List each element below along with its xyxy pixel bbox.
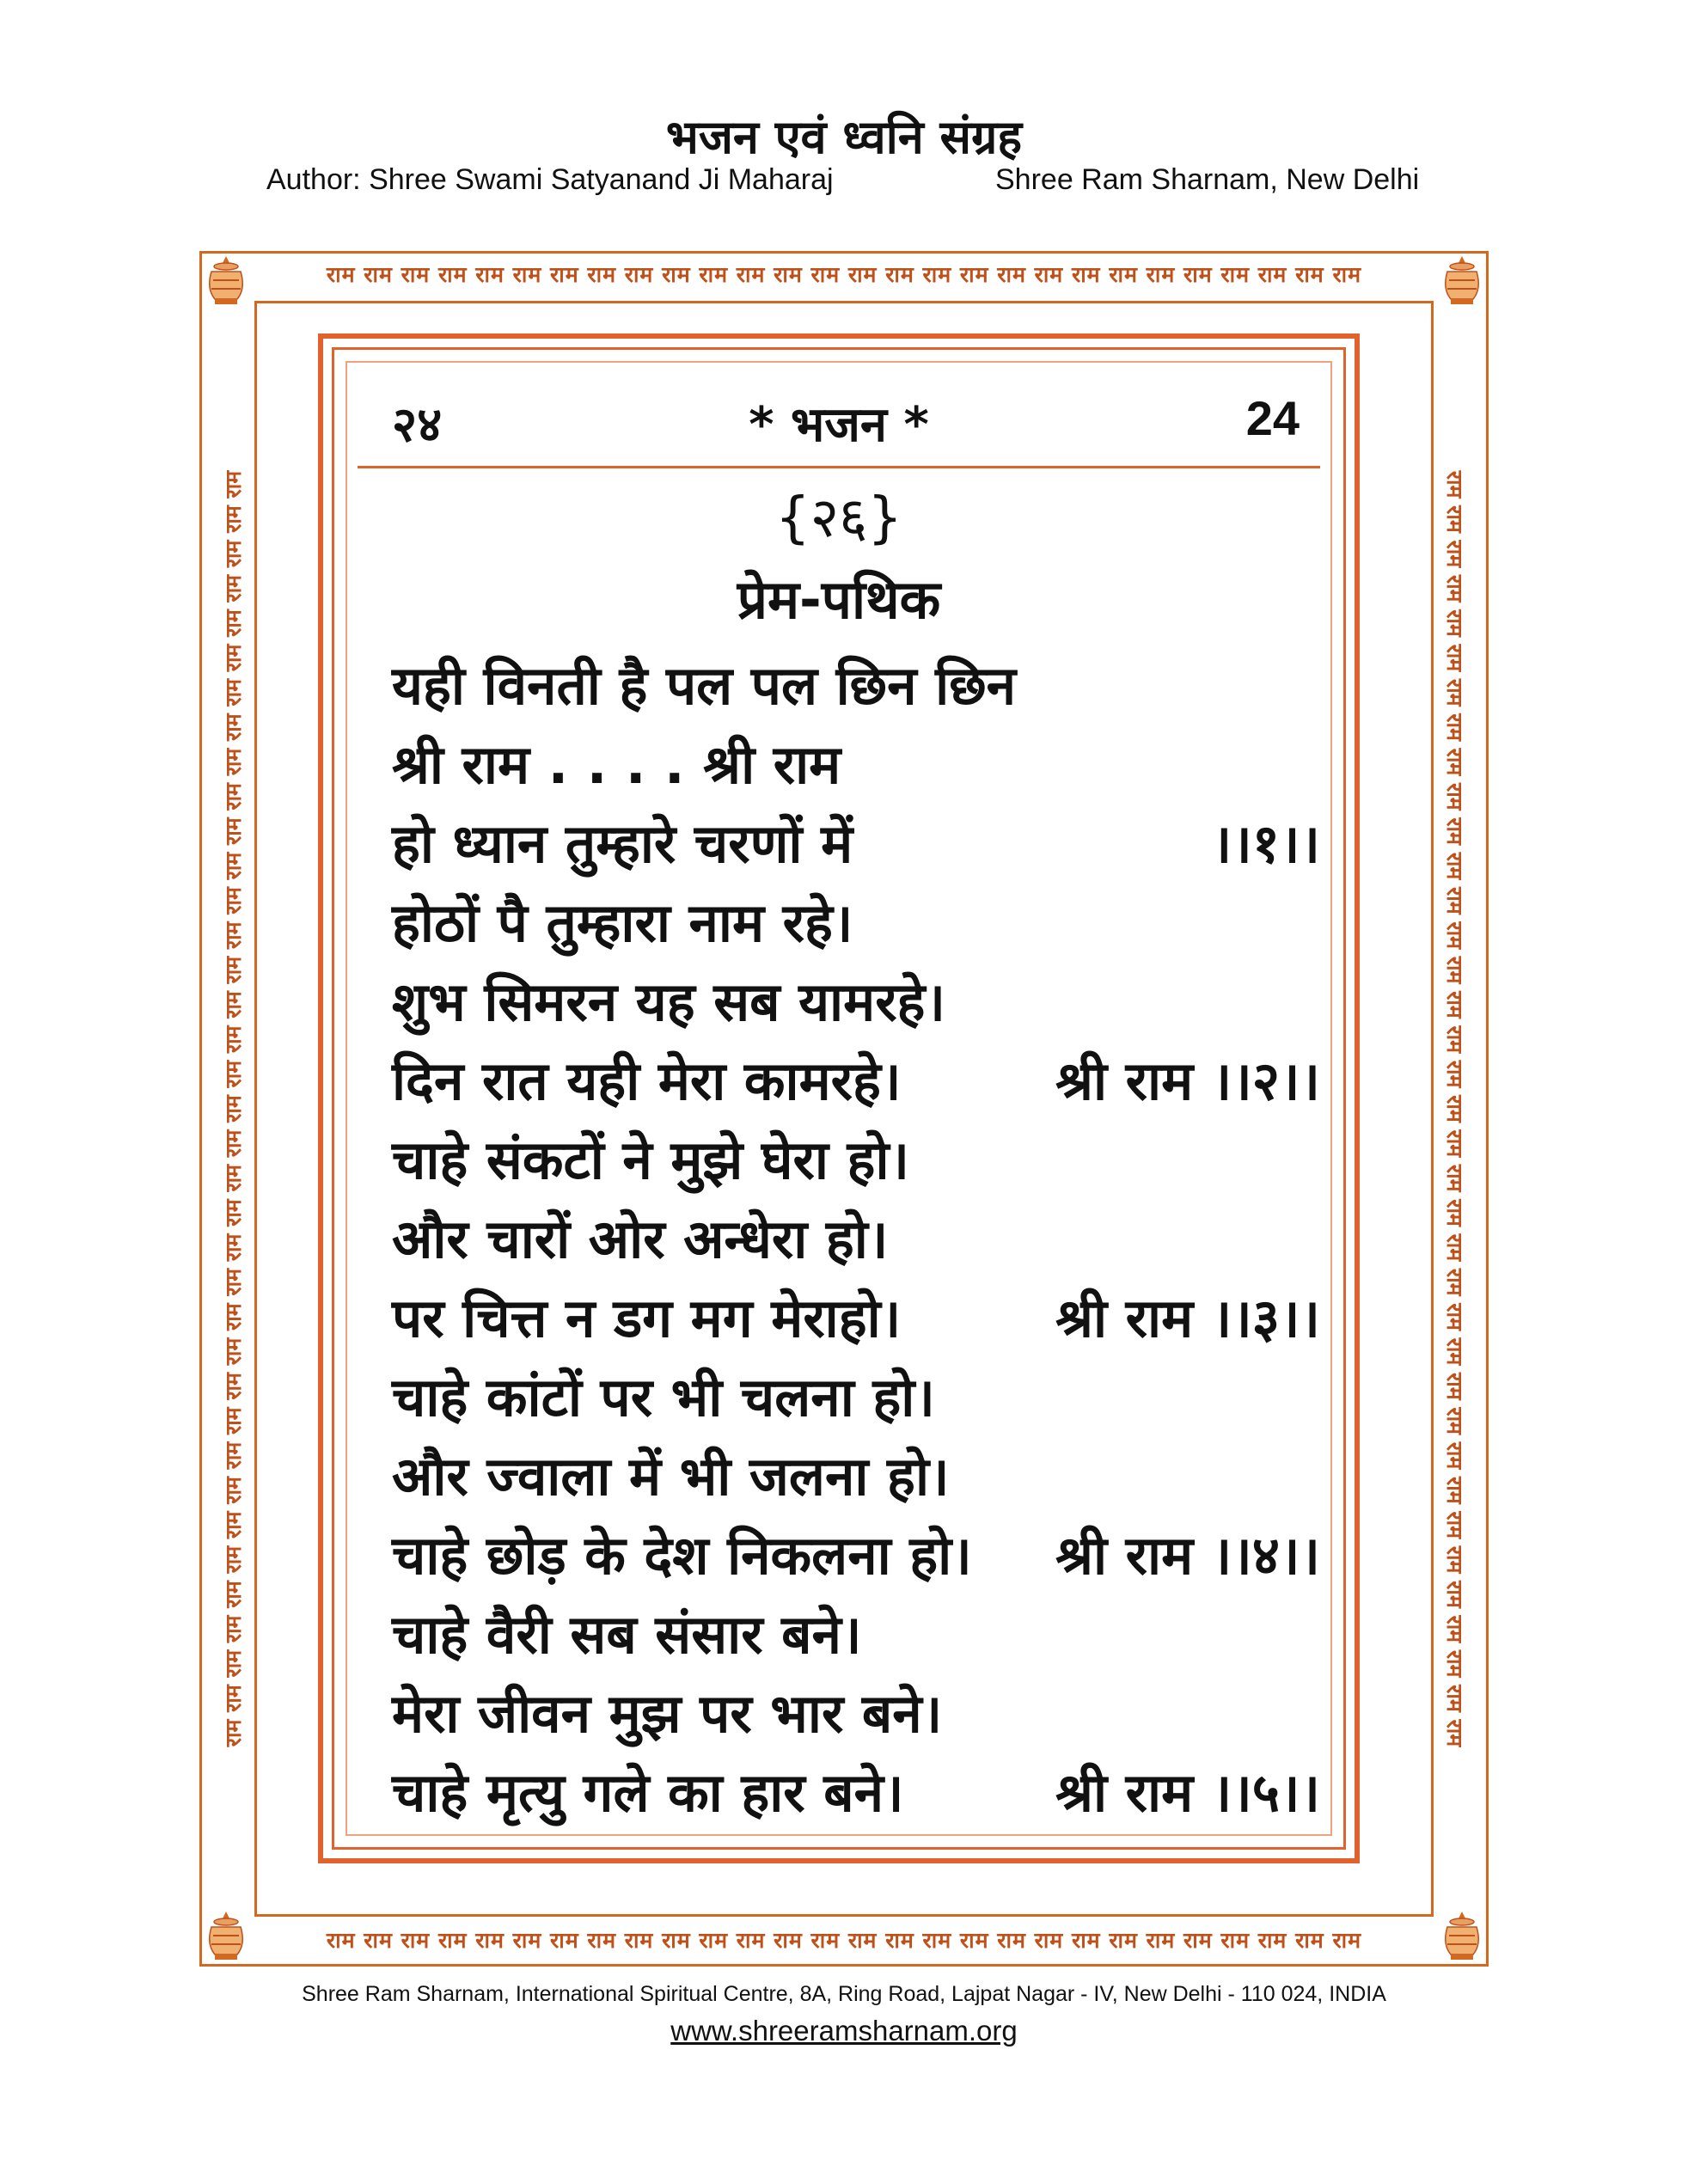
verse-line: शुभ सिमरन यह सब यामरहे।	[392, 970, 945, 1033]
verse-refrain: श्री राम ।।२।।	[1055, 1049, 1320, 1112]
verse-line: हो ध्यान तुम्हारे चरणों में	[392, 812, 853, 875]
ram-border-left	[206, 320, 254, 1898]
verse-line: यही विनती है पल पल छिन छिन	[392, 654, 1017, 717]
verse-line: चाहे मृत्यु गले का हार बने।	[392, 1761, 904, 1824]
verse-line: चाहे संकटों ने मुझे घेरा हो।	[392, 1129, 910, 1191]
ram-border-top: राम राम राम राम राम राम राम राम राम राम राम राम राम राम राम राम राम राम राम राम राम राम राम राम राम राम राम राम	[326, 262, 1362, 287]
document-title: भजन एवं ध्वनि संग्रह	[665, 110, 1023, 164]
bhajan-card	[318, 333, 1360, 1863]
verse-line: चाहे वैरी सब संसार बने।	[392, 1603, 862, 1666]
kalash-icon	[1439, 1910, 1485, 1963]
verse-refrain: श्री राम ।।३।।	[1055, 1287, 1320, 1349]
ram-border-right-text: राम राम राम राम राम राम राम राम राम राम राम राम राम राम राम राम राम राम राम राम राम राम राम राम राम राम राम राम राम राम राम राम राम राम राम राम राम	[1442, 470, 1467, 1747]
kalash-icon	[203, 1910, 249, 1963]
kalash-icon	[203, 254, 249, 308]
bhajan-number: {२६}	[775, 486, 902, 550]
verse-line: और चारों ओर अन्धेरा हो।	[392, 1208, 889, 1270]
verse-refrain: ।।१।।	[1211, 812, 1320, 875]
ram-border-left-text: राम राम राम राम राम राम राम राम राम राम राम राम राम राम राम राम राम राम राम राम राम राम राम राम राम राम राम राम राम राम राम राम राम राम राम राम राम	[221, 470, 246, 1747]
organisation-line: Shree Ram Sharnam, New Delhi	[995, 163, 1420, 196]
verse-refrain: श्री राम ।।४।।	[1055, 1524, 1320, 1587]
verse-line: मेरा जीवन मुझ पर भार बने।	[392, 1682, 943, 1745]
verse-line: श्री राम . . . . श्री राम	[392, 733, 841, 796]
header-divider	[358, 466, 1320, 468]
verse-refrain: श्री राम ।।५।।	[1055, 1761, 1320, 1824]
verse-line: चाहे कांटों पर भी चलना हो।	[392, 1366, 935, 1428]
ram-border-right	[1434, 320, 1482, 1898]
section-title: * भजन *	[749, 397, 929, 453]
ram-border-bottom: राम राम राम राम राम राम राम राम राम राम राम राम राम राम राम राम राम राम राम राम राम राम राम राम राम राम राम राम	[326, 1928, 1362, 1953]
verse-line: और ज्वाला में भी जलना हो।	[392, 1445, 950, 1508]
verse-line: दिन रात यही मेरा कामरहे।	[392, 1049, 902, 1112]
bhajan-title: प्रेम-पथिक	[737, 568, 941, 631]
footer-website-link[interactable]: www.shreeramsharnam.org	[670, 2015, 1018, 2046]
author-line: Author: Shree Swami Satyanand Ji Maharaj	[266, 163, 834, 196]
verse-line: होठों पै तुम्हारा नाम रहे।	[392, 891, 853, 954]
verse-line: चाहे छोड़ के देश निकलना हो।	[392, 1524, 972, 1587]
kalash-icon	[1439, 254, 1485, 308]
page-number-english: 24	[1245, 391, 1300, 445]
page-number-hindi: २४	[392, 397, 443, 453]
verse-line: पर चित्त न डग मग मेराहो।	[392, 1287, 902, 1349]
footer-address: Shree Ram Sharnam, International Spiritual Centre, 8A, Ring Road, Lajpat Nagar - IV, New Delhi - 110 024, INDIA	[302, 1982, 1386, 2006]
card-header	[358, 373, 1320, 459]
